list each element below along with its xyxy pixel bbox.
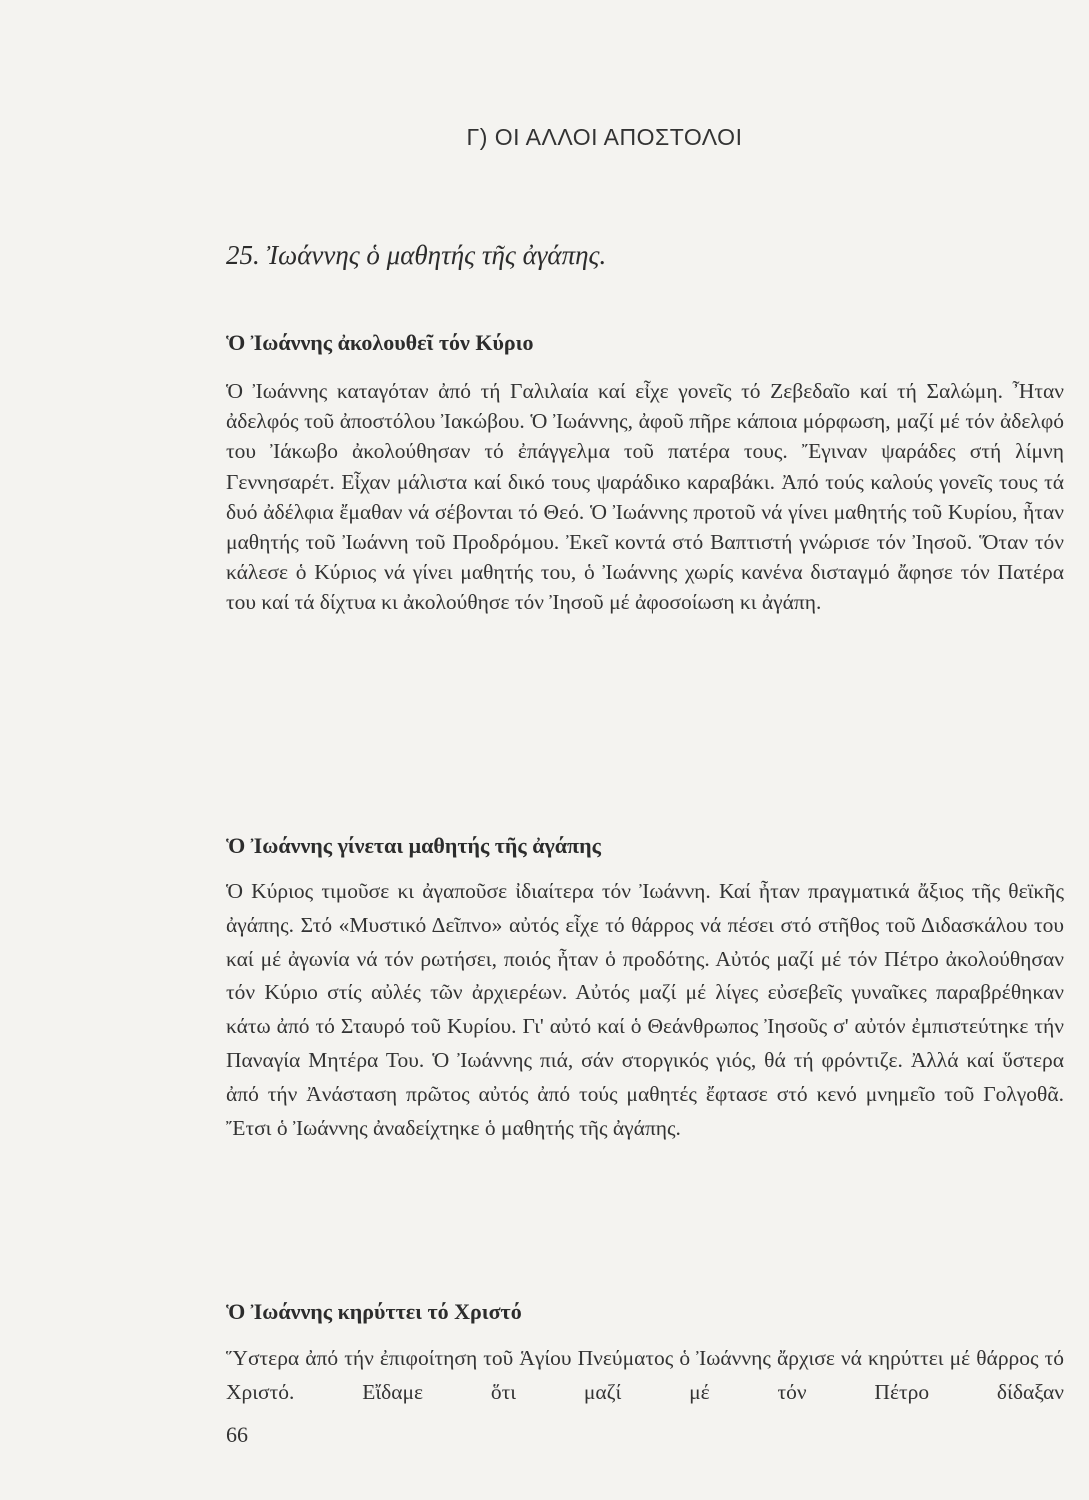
- chapter-title: Γ) ΟΙ ΑΛΛΟΙ ΑΠΟΣΤΟΛΟΙ: [466, 124, 743, 150]
- page-number: 66: [226, 1422, 248, 1447]
- paragraph-preaches-christ: Ὕστερα ἀπό τήν ἐπιφοίτηση τοῦ Ἁγίου Πνεύματος ὁ Ἰωάννης ἄρχισε νά κηρύττει μέ θάρρος τό Χριστό. Εἴδαμε ὅτι μαζί μέ τόν Πέτρο δίδαξαν: [226, 1346, 1064, 1404]
- paragraph-follows-lord: Ὁ Ἰωάννης καταγόταν ἀπό τή Γαλιλαία καί εἶχε γονεῖς τό Ζεβεδαῖο καί τή Σαλώμη. Ἦταν ἀδελφός τοῦ ἀποστόλου Ἰακώβου. Ὁ Ἰωάννης, ἀφοῦ πῆρε κάποια μόρφωση, μαζί μέ τόν ἀδελφό του Ἰάκωβο ἀκολούθησαν τό ἐπάγγελμα τοῦ πατέρα τους. Ἔγιναν ψαράδες στή λίμνη Γεννησαρέτ. Εἶχαν μάλιστα καί δικό τους ψαράδικο καραβάκι. Ἀπό τούς καλούς γονεῖς τους τά δυό ἀδέλφια ἔμαθαν νά σέβονται τό Θεό. Ὁ Ἰωάννης προτοῦ νά γίνει μαθητής τοῦ Κυρίου, ἦταν μαθητής τοῦ Ἰωάννη τοῦ Προδρόμου. Ἐκεῖ κοντά στό Βαπτιστή γνώρισε τόν Ἰησοῦ. Ὅταν τόν κάλεσε ὁ Κύριος νά γίνει μαθητής του, ὁ Ἰωάννης χωρίς κανένα δισταγμό ἄφησε τόν Πατέρα του καί τά δίχτυα κι ἀκολούθησε τόν Ἰησοῦ μέ ἀφοσοίωση κι ἀγάπη.: [226, 379, 1064, 615]
- section-heading: 25. Ἰωάννης ὁ μαθητής τῆς ἀγάπης.: [226, 240, 607, 270]
- subsection-heading-follows-lord: Ὁ Ἰωάννης ἀκολουθεῖ τόν Κύριο: [226, 330, 534, 355]
- subsection-heading-preaches-christ: Ὁ Ἰωάννης κηρύττει τό Χριστό: [226, 1299, 522, 1324]
- paragraph-disciple-of-love: Ὁ Κύριος τιμοῦσε κι ἀγαποῦσε ἰδιαίτερα τόν Ἰωάννη. Καί ἦταν πραγματικά ἄξιος τῆς θεϊκῆς ἀγάπης. Στό «Μυστικό Δεῖπνο» αὐτός εἶχε τό θάρρος νά πέσει στό στῆθος τοῦ Διδασκάλου του καί μέ ἀγωνία νά τόν ρωτήσει, ποιός ἦταν ὁ προδότης. Αὐτός μαζί μέ τόν Πέτρο ἀκολούθησαν τόν Κύριο στίς αὐλές τῶν ἀρχιερέων. Αὐτός μαζί μέ λίγες εὐσεβεῖς γυναῖκες παραβρέθηκαν κάτω ἀπό τό Σταυρό τοῦ Κυρίου. Γι' αὐτό καί ὁ Θεάνθρωπος Ἰησοῦς σ' αὐτόν ἐμπιστεύτηκε τήν Παναγία Μητέρα Του. Ὁ Ἰωάννης πιά, σάν στοργικός γιός, θά τή φρόντιζε. Ἀλλά καί ὕστερα ἀπό τήν Ἀνάσταση πρῶτος αὐτός ἀπό τούς μαθητές ἔφτασε στό κενό μνημεῖο τοῦ Γολγοθᾶ. Ἔτσι ὁ Ἰωάννης ἀναδείχτηκε ὁ μαθητής τῆς ἀγάπης.: [226, 879, 1064, 1140]
- subsection-heading-disciple-of-love: Ὁ Ἰωάννης γίνεται μαθητής τῆς ἀγάπης: [226, 833, 601, 858]
